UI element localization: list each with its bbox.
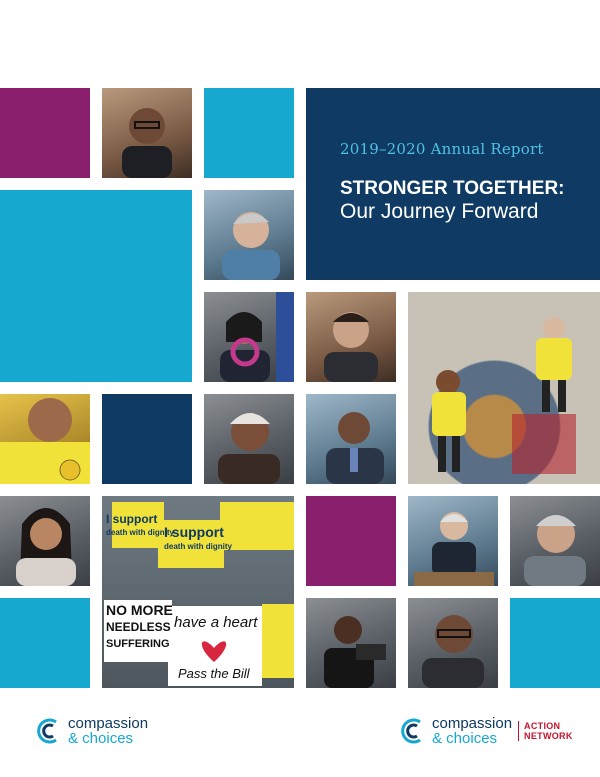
portrait-photo-man-speaking <box>306 394 396 484</box>
rally-sign-2-line1: I support <box>164 524 224 540</box>
color-block-navy-small <box>102 394 192 484</box>
logo-wordmark <box>68 716 148 746</box>
cc-action-logo-mark-icon <box>398 716 428 746</box>
portrait-photo-man-glasses <box>102 88 192 178</box>
photo-capitol-floor-supporters <box>408 292 600 484</box>
photo-woman-yellow-shirt <box>0 394 90 484</box>
action-label-line-1: ACTION <box>524 721 561 731</box>
portrait-photo-woman-lei <box>204 292 294 382</box>
portrait-photo-older-woman <box>204 394 294 484</box>
portrait-photo-man-suit <box>306 292 396 382</box>
logo-line-1: compassion <box>68 715 149 732</box>
rally-sign-1-line1: I support <box>106 512 158 526</box>
portrait-photo-man-outdoors <box>204 190 294 280</box>
title-panel <box>306 88 600 280</box>
action-logo-line-2: & choices <box>432 730 498 747</box>
color-block-cyan-bottom-right <box>510 598 600 688</box>
portrait-photo-man-podium <box>408 496 498 586</box>
rally-sign-1-line2: death with dignity <box>106 528 174 537</box>
action-network-label <box>518 721 573 741</box>
rally-sign-4-line1: have a heart <box>174 614 258 631</box>
cover-headline: STRONGER TOGETHER: <box>340 178 565 199</box>
action-logo-line-1: compassion <box>432 715 513 732</box>
rally-sign-3-line3: SUFFERING <box>106 638 170 650</box>
color-block-purple-top-left <box>0 88 90 178</box>
portrait-photo-man-microphone <box>306 598 396 688</box>
rally-sign-2-line2: death with dignity <box>164 542 232 551</box>
rally-sign-4-line2: Pass the Bill <box>178 666 250 681</box>
portrait-photo-man-thinking <box>510 496 600 586</box>
action-label-line-2: NETWORK <box>524 731 573 741</box>
rally-sign-3-line1: NO MORE <box>106 602 173 618</box>
action-logo-wordmark <box>432 716 512 746</box>
color-block-cyan-large <box>0 190 192 382</box>
portrait-photo-young-woman <box>0 496 90 586</box>
cc-logo-mark-icon <box>34 716 64 746</box>
portrait-photo-bald-man-glasses <box>408 598 498 688</box>
report-year-label: 2019–2020 Annual Report <box>340 140 544 158</box>
rally-sign-3-line2: NEEDLESS <box>106 620 171 634</box>
logo-line-2: & choices <box>68 730 134 747</box>
photo-rally-signs <box>102 496 294 688</box>
color-block-cyan-bottom-left <box>0 598 90 688</box>
compassion-choices-action-network-logo <box>398 716 573 746</box>
cover-subhead: Our Journey Forward <box>340 200 539 223</box>
color-block-purple-mid <box>306 496 396 586</box>
compassion-choices-logo <box>34 716 148 746</box>
color-block-cyan-1 <box>204 88 294 178</box>
